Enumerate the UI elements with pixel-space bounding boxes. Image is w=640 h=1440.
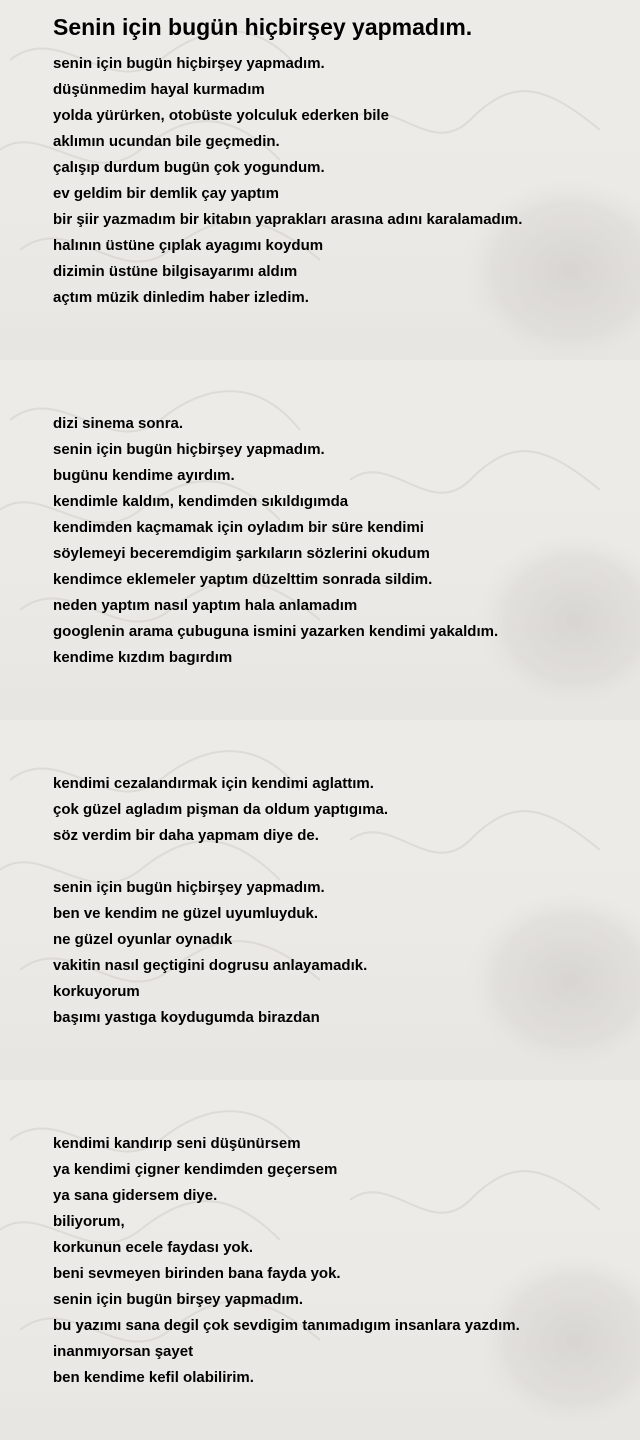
- poem-line: kendimi kandırıp seni düşünürsem: [53, 1135, 301, 1152]
- poem-line: bir şiir yazmadım bir kitabın yaprakları arasına adını karalamadım.: [53, 211, 523, 228]
- poem-line: neden yaptım nasıl yaptım hala anlamadım: [53, 597, 358, 614]
- poem-line: ya sana gidersem diye.: [53, 1187, 218, 1204]
- poem-line: beni sevmeyen birinden bana fayda yok.: [53, 1265, 341, 1282]
- poem-line: aklımın ucundan bile geçmedin.: [53, 133, 280, 150]
- poem-line: ben kendime kefil olabilirim.: [53, 1369, 254, 1386]
- poem-line: dizi sinema sonra.: [53, 415, 184, 432]
- poem-line: çalışıp durdum bugün çok yogundum.: [53, 159, 325, 176]
- poem-line: ne güzel oyunlar oynadık: [53, 931, 233, 948]
- poem-line: inanmıyorsan şayet: [53, 1343, 194, 1360]
- poem-line: ev geldim bir demlik çay yaptım: [53, 185, 279, 202]
- poem-line: kendimce eklemeler yaptım düzelttim sonrada sildim.: [53, 571, 433, 588]
- poem-line: kendimle kaldım, kendimden sıkıldıgımda: [53, 493, 349, 510]
- poem-stanza-4: [53, 875, 633, 1031]
- poem-line: biliyorum,: [53, 1213, 125, 1230]
- poem-line: googlenin arama çubuguna ismini yazarken kendimi yakaldım.: [53, 623, 499, 640]
- poem-line: kendimi cezalandırmak için kendimi aglattım.: [53, 775, 374, 792]
- poem-line: senin için bugün hiçbirşey yapmadım.: [53, 879, 325, 896]
- poem-line: açtım müzik dinledim haber izledim.: [53, 289, 309, 306]
- poem-line: söz verdim bir daha yapmam diye de.: [53, 827, 319, 844]
- poem-line: bu yazımı sana degil çok sevdigim tanımadıgım insanlara yazdım.: [53, 1317, 520, 1334]
- poem-line: vakitin nasıl geçtigini dogrusu anlayamadık.: [53, 957, 368, 974]
- poem-line: halının üstüne çıplak ayagımı koydum: [53, 237, 324, 254]
- poem-line: bugünu kendime ayırdım.: [53, 467, 235, 484]
- poem-stanza-2: [53, 411, 633, 671]
- poem-line: başımı yastıga koydugumda birazdan: [53, 1009, 320, 1026]
- poem-line: korkunun ecele faydası yok.: [53, 1239, 254, 1256]
- poem-line: senin için bugün birşey yapmadım.: [53, 1291, 304, 1308]
- poem-title: Senin için bugün hiçbirşey yapmadım.: [53, 14, 473, 40]
- poem-line: ben ve kendim ne güzel uyumluyduk.: [53, 905, 319, 922]
- poem-stanza-5: [53, 1131, 633, 1391]
- poem-line: dizimin üstüne bilgisayarımı aldım: [53, 263, 298, 280]
- poem-line: senin için bugün hiçbirşey yapmadım.: [53, 441, 325, 458]
- poem-line: kendime kızdım bagırdım: [53, 649, 233, 666]
- poem-line: yolda yürürken, otobüste yolculuk ederken bile: [53, 107, 389, 124]
- poem-stanza-3: [53, 771, 633, 849]
- poem-line: korkuyorum: [53, 983, 140, 1000]
- poem-line: düşünmedim hayal kurmadım: [53, 81, 265, 98]
- poem-line: ya kendimi çigner kendimden geçersem: [53, 1161, 338, 1178]
- poem-line: çok güzel agladım pişman da oldum yaptıgıma.: [53, 801, 389, 818]
- poem-line: senin için bugün hiçbirşey yapmadım.: [53, 55, 325, 72]
- poem-stanza-1: [53, 51, 633, 311]
- poem-line: söylemeyi beceremdigim şarkıların sözlerini okudum: [53, 545, 430, 562]
- poem-line: kendimden kaçmamak için oyladım bir süre kendimi: [53, 519, 424, 536]
